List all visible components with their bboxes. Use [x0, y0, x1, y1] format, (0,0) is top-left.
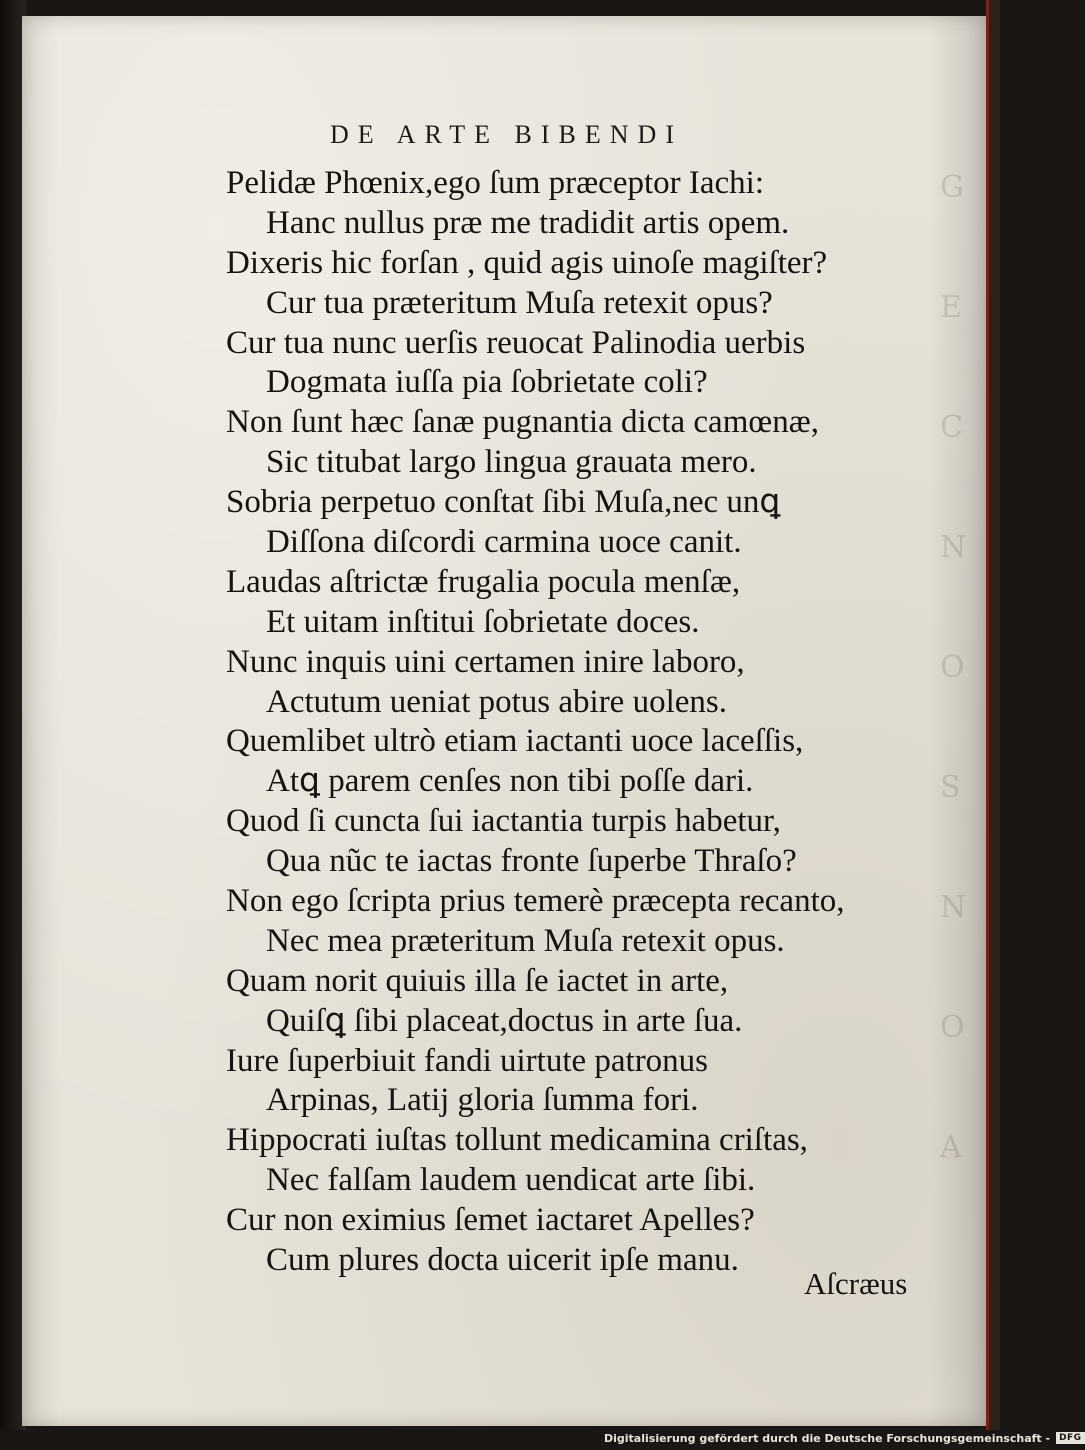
verse-line: Pelidæ Phœnix,ego ſum præceptor Iachi:	[226, 165, 765, 201]
verse-line: Atꝗ parem cenſes non tibi poſſe dari.	[266, 763, 754, 800]
verse-line: Sic titubat largo lingua grauata mero.	[266, 444, 757, 481]
verse-line: Quam norit quiuis illa ſe iactet in arte,	[226, 962, 729, 999]
verse-line: Qua nũc te iactas fronte ſuperbe Thraſo?	[266, 843, 797, 880]
verse-line: Sobria perpetuo conſtat ſibi Muſa,nec unꝗ	[226, 484, 781, 521]
verse-line: Hippocrati iuſtas tollunt medicamina criſtas,	[226, 1122, 808, 1159]
verse-line: Cur tua præteritum Muſa retexit opus?	[266, 284, 773, 321]
verse-line: Quod ſi cuncta ſui iactantia turpis habetur,	[226, 803, 781, 840]
verse-line: Dogmata iuſſa pia ſobrietate coli?	[266, 364, 708, 401]
verse-line: Laudas aſtrictæ frugalia pocula menſæ,	[226, 563, 741, 600]
dfg-logo-icon: DFG	[1056, 1432, 1085, 1444]
verse-line: Nec mea præteritum Muſa retexit opus.	[266, 922, 785, 959]
verse-line: Non ſunt hæc ſanæ pugnantia dicta camœnæ,	[226, 404, 819, 441]
catchword: Aſcræus	[804, 1266, 908, 1301]
verse-line: Cur tua nunc uerſis reuocat Palinodia uerbis	[226, 324, 806, 361]
verse-line: Nec falſam laudem uendicat arte ſibi.	[266, 1162, 756, 1199]
verse-line: Non ego ſcripta prius temerè præcepta recanto,	[226, 883, 845, 920]
bleed-through-gutter: G E C N O S N O A	[940, 170, 967, 1165]
verse-line: Cur non eximius ſemet iactaret Apelles?	[226, 1202, 755, 1239]
verse-line: Quiſꝗ ſibi placeat,doctus in arte ſua.	[266, 1002, 743, 1039]
verse-line: Arpinas, Latij gloria ſumma fori.	[266, 1082, 699, 1119]
verse-line: Quemlibet ultrò etiam iactanti uoce laceſſis,	[226, 723, 804, 760]
digitization-footer	[604, 1428, 1085, 1448]
verse-line: Et uitam inſtitui ſobrietate doces.	[266, 603, 700, 640]
scan-edge-right	[986, 0, 1000, 1430]
verse-line: Actutum ueniat potus abire uolens.	[266, 683, 727, 720]
verse-line: Hanc nullus præ me tradidit artis opem.	[266, 204, 790, 241]
verse-line: Iure ſuperbiuit fandi uirtute patronus	[226, 1042, 709, 1079]
verse-line: Nunc inquis uini certamen inire laboro,	[226, 643, 745, 680]
verse-block	[226, 164, 926, 1281]
verse-line: Dixeris hic forſan , quid agis uinoſe magiſter?	[226, 244, 828, 281]
running-head: DE ARTE BIBENDI	[330, 120, 683, 149]
verse-line: Cum plures docta uicerit ipſe manu.	[266, 1242, 739, 1279]
verse-line: Diſſona diſcordi carmina uoce canit.	[266, 524, 742, 561]
footer-credit: Digitalisierung gefördert durch die Deutsche Forschungsgemeinschaft -	[604, 1431, 1051, 1445]
